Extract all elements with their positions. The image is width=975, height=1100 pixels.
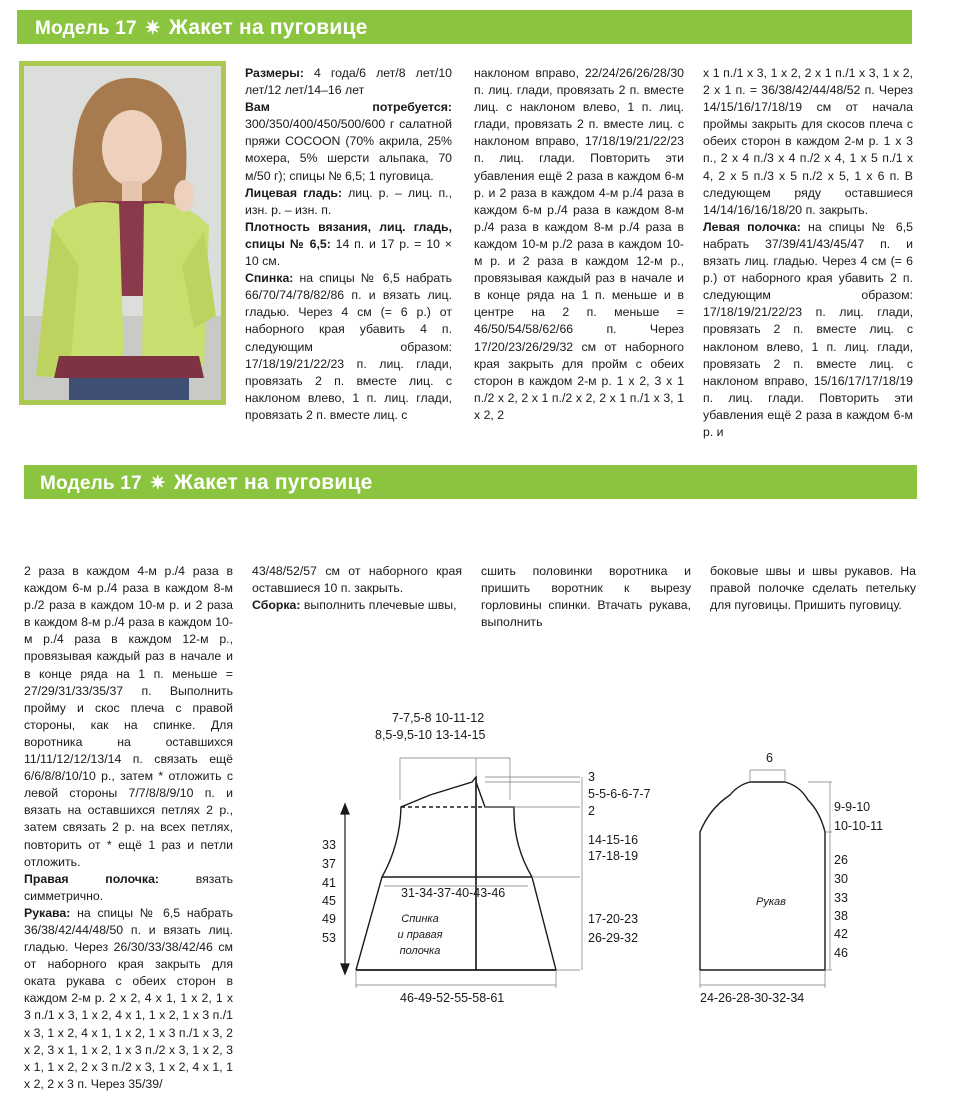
hem-width: 46-49-52-55-58-61 bbox=[400, 991, 505, 1005]
star-icon: ✷ bbox=[149, 473, 166, 494]
sleeve-bottom-width: 24-26-28-30-32-34 bbox=[700, 991, 805, 1005]
girl-in-jacket-illustration bbox=[24, 66, 221, 400]
model-photo bbox=[19, 61, 226, 405]
header-banner-top bbox=[17, 10, 912, 44]
total-length-0: 33 bbox=[322, 838, 336, 852]
piece-label-2: и правая bbox=[397, 929, 443, 941]
sleeve-length-5: 46 bbox=[834, 946, 848, 960]
right-front-text: вязать симметрично. bbox=[24, 871, 234, 903]
neck-width-line1: 7-7,5-8 10-11-12 bbox=[392, 711, 485, 725]
neck-width-line2: 8,5-9,5-10 13-14-15 bbox=[375, 728, 486, 742]
total-length-5: 53 bbox=[322, 931, 336, 945]
text-column-bottom-4 bbox=[710, 563, 916, 614]
sleeve-label: Рукав bbox=[756, 896, 786, 908]
sleeve-length-0: 26 bbox=[834, 853, 848, 867]
left-front-label: Левая полочка: bbox=[703, 219, 801, 234]
piece-label-3: полочка bbox=[399, 945, 441, 957]
back-label: Спинка: bbox=[245, 271, 294, 286]
sleeve-length-3: 38 bbox=[834, 909, 848, 923]
side-length-1: 17-20-23 bbox=[588, 912, 639, 926]
stitch-text: лиц. р. – лиц. п., изн. р. – изн. п. bbox=[245, 185, 452, 217]
total-length-3: 45 bbox=[322, 894, 336, 908]
shoulder-height: 5-5-6-6-7-7 bbox=[588, 787, 651, 801]
header-banner-bottom bbox=[24, 465, 917, 499]
sleeve-length-2: 33 bbox=[834, 891, 848, 905]
text-column-top-3 bbox=[703, 65, 913, 441]
assembly-label: Сборка: bbox=[252, 598, 301, 613]
sleeves-text: на спицы № 6,5 набрать 36/38/42/44/48/50 п. и вязать лиц. гладью. Через 26/30/33/38/42/46 см от наборного края закрыть для оката рукава с обеих сторон в каждом 2-м р. 2 х 2, 4 х 1, 1 х 2, 1 х 3 п./1 х 3, 1 х 2, 4 х 1, 1 х 2, 1 х 3 п./1 х 3, 1 х 2, 4 х 1, 1 х 2, 1 х 3 п./1 х 3, 2 х 2, 3 х 1, 1 х 2, 1 х 3 п./2 х 3, 1 х 2, 3 х 1, 1 х 2, 2 х 3 п./2 х 3, 1 х 2, 4 х 1, 1 х 2, 2 х 3 п. Через 35/39/ bbox=[24, 905, 233, 1091]
sleeve-cap-height-1: 9-9-10 bbox=[834, 800, 871, 814]
sleeve-length-1: 30 bbox=[834, 872, 848, 886]
model-title: Жакет на пуговице bbox=[173, 471, 373, 494]
side-length-2: 26-29-32 bbox=[588, 931, 639, 945]
sleeve-top-width: 6 bbox=[766, 751, 773, 765]
sizes-text: 4 года/6 лет/8 лет/10 лет/12 лет/14–16 лет bbox=[245, 66, 452, 98]
armhole-height-2: 17-18-19 bbox=[588, 849, 639, 863]
left-front-text: на спицы № 6,5 набрать 37/39/41/43/45/47 п. и вязать лиц. гладью. Через 4 см (= 6 р.) от наборного края убавить 2 п. следующим образом: 17/18/19/21/22/23 п. лиц. глади, провязать 2 п. вместе лиц. с наклоном влево, 1 п. лиц. глади, провязать 2 п. вместе лиц. с наклоном вправо, 15/16/17/17/18/19 п. лиц. глади. Повторить эти убавления ещё 2 раза в каждом 6-м р. и bbox=[703, 219, 914, 439]
assembly-text-end: боковые швы и швы рукавов. На правой полочке сделать петельку для пуговицы. Пришить пуговицу. bbox=[710, 564, 916, 613]
left-front-text-continued: 2 раза в каждом 4-м р./4 раза в каждом 6-м р./4 раза в каждом 8-м р./2 раза в каждом 10-м р. и 2 раза в каждом 8-м р./4 раза в каждом 10-м р./4 раза в каждом 12-м р., провязывая каждый раз в начале и в конце ряда на 1 п. меньше = 27/29/31/33/35/37 п. Выполнить пройму и скос плеча с правой стороны, как на спинке. Для воротника на оставшихся 11/11/12/12/13/14 п. связать ещё 6/6/8/8/10/10 р., затем * отложить с левой стороны 7/7/8/8/9/10 п. и вязать на оставшихся петлях 2 р., затем связать 2 р. на всех петлях, повторить от * ещё 1 раз и петли отложить. bbox=[24, 564, 233, 869]
star-icon: ✷ bbox=[144, 18, 161, 39]
sizes-label: Размеры: bbox=[245, 66, 304, 80]
model-number: Модель 17 bbox=[35, 18, 137, 39]
chest-width: 31-34-37-40-43-46 bbox=[401, 886, 506, 900]
sleeve-pattern-diagram bbox=[690, 740, 900, 1020]
assembly-text-continued: сшить половинки воротника и пришить воротник к вырезу горловины спинки. Втачать рукава, выполнить bbox=[481, 564, 691, 630]
armhole-height-1: 14-15-16 bbox=[588, 833, 639, 847]
sleeves-text-end: 43/48/52/57 см от наборного края оставшиеся 10 п. закрыть. bbox=[252, 564, 462, 596]
text-column-top-2 bbox=[474, 65, 684, 424]
neck-depth: 2 bbox=[588, 804, 595, 818]
assembly-text: выполнить плечевые швы, bbox=[300, 598, 457, 613]
materials-text: 300/350/400/450/500/600 г салатной пряжи COCOON (70% акрила, 25% мохера, 5% шерсти альпака, 70 м/50 г); спицы № 6,5; 1 пуговица. bbox=[245, 117, 452, 183]
total-length-4: 49 bbox=[322, 912, 336, 926]
body-pattern-diagram bbox=[300, 700, 680, 1020]
page-title-bottom bbox=[40, 471, 373, 495]
model-number: Модель 17 bbox=[40, 473, 142, 494]
sleeve-length-4: 42 bbox=[834, 927, 848, 941]
gauge-label: Плотность вязания, лиц. гладь, спицы № 6,5: bbox=[245, 219, 452, 251]
page-title-top bbox=[35, 16, 368, 40]
materials-label: Вам потребуется: bbox=[245, 100, 452, 115]
sleeves-label: Рукава: bbox=[24, 905, 71, 920]
right-front-label: Правая полочка: bbox=[24, 871, 160, 886]
text-column-bottom-2 bbox=[252, 563, 462, 614]
back-text-continued: наклоном вправо, 22/24/26/26/28/30 п. лиц. глади, провязать 2 п. вместе лиц. с наклоном влево, 1 п. лиц. глади, провязать 2 п. вместе лиц. с наклоном вправо, 17/18/19/21/22/23 п. лиц. глади. Повторить эти убавления ещё 2 раза в каждом 6-м р. и 2 раза в каждом 4-м р./4 раза в каждом 6-м р./4 раза в каждом 8-м р./4 раза в каждом 8-м р./4 раза в каждом 10-м р./2 раза в каждом 10-м р. и 2 раза в каждом 12-м р., провязывая каждый раз в начале и в конце ряда на 1 п. меньше и в центре на 2 п. меньше = 46/50/54/58/62/66 п. Через 17/20/23/26/29/32 см от наборного края закрыть для пройм с обеих сторон в каждом 2-м р. 1 х 2, 3 х 1 п./2 х 2, 2 х 1 п./2 х 2, 2 х 1 п./1 х 3, 1 х 2, 2 bbox=[474, 66, 684, 422]
stitch-label: Лицевая гладь: bbox=[245, 185, 343, 200]
back-text-end: х 1 п./1 х 3, 1 х 2, 2 х 1 п./1 х 3, 1 х 2, 2 х 1 п. = 36/38/42/44/48/52 п. Через 14/15/16/17/18/19 см от начала проймы закрыть для скосов плеча с обеих сторон в каждом 2-м р. 1 х 3 п., 2 х 4 п./3 х 4 п./2 х 4, 1 х 5 п./1 х 4, 2 х 5 п./3 х 5 п./2 х 5, 1 х 6 п. В следующем ряду оставшиеся 14/14/16/16/18/20 п. закрыть. bbox=[703, 66, 913, 217]
text-column-bottom-1 bbox=[24, 563, 233, 1093]
total-length-1: 37 bbox=[322, 857, 336, 871]
text-column-top-1 bbox=[245, 65, 452, 424]
back-text: на спицы № 6,5 набрать 66/70/74/78/82/86 п. и вязать лиц. гладью. Через 4 см (= 6 р.) от наборного края убавить 4 п. следующим образом: 17/18/19/21/22/23 п. лиц. глади, провязать 2 п. вместе лиц. с наклоном влево, 1 п. лиц. глади, провязать 2 п. вместе лиц. с bbox=[245, 271, 452, 422]
gauge-text: 14 п. и 17 р. = 10 × 10 см. bbox=[245, 236, 452, 269]
sleeve-cap-height-2: 10-10-11 bbox=[834, 819, 884, 833]
model-title: Жакет на пуговице bbox=[168, 16, 368, 39]
text-column-bottom-3 bbox=[481, 563, 691, 631]
piece-label-1: Спинка bbox=[401, 913, 439, 925]
total-length-2: 41 bbox=[322, 876, 336, 890]
collar-height: 3 bbox=[588, 770, 595, 784]
